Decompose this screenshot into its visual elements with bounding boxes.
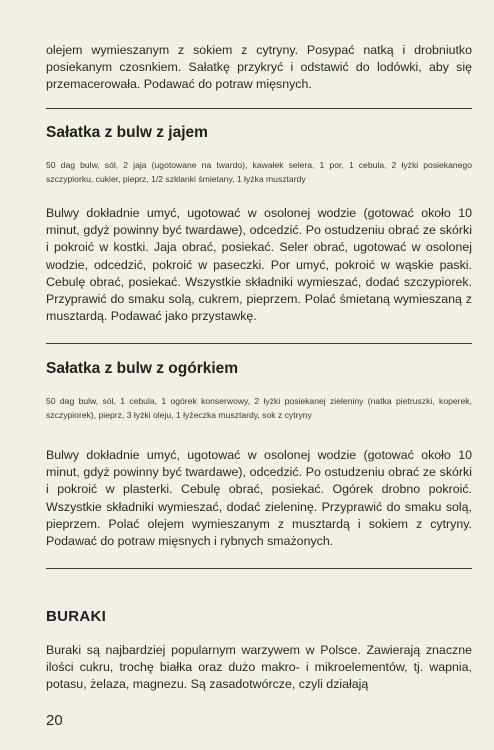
recipe-title: Sałatka z bulw z jajem xyxy=(46,124,208,141)
divider xyxy=(46,568,472,569)
page-number: 20 xyxy=(46,712,63,729)
chapter-title: BURAKI xyxy=(46,608,107,625)
recipe-instructions: Bulwy dokładnie umyć, ugotować w osolonej wodzie (gotować około 10 minut, gdyż powinny być twardawe), odcedzić. Po ostudzeniu obrać ze skórki i pokroić w plasterki. Cebulę obrać, posiekać. Ogórek drobno pokroić. Wszystkie składniki wymieszać, dodać zieleninę. Przyprawić do smaku solą, pieprzem. Polać olejem wymieszanym z musztardą i sokiem z cytryny. Podawać do potraw mięsnych i rybnych smażonych. xyxy=(46,448,472,549)
divider xyxy=(46,108,472,109)
chapter-text: Buraki są najbardziej popularnym warzywem w Polsce. Zawierają znaczne ilości cukru, trochę białka oraz dużo makro- i mikroelementów, tj. wapnia, potasu, żelaza, magnezu. Są zasadotwórcze, czyli działają xyxy=(46,643,472,692)
divider xyxy=(46,343,472,344)
recipe-instructions: Bulwy dokładnie umyć, ugotować w osolonej wodzie (gotować około 10 minut, gdyż powinny być twardawe), odcedzić. Po ostudzeniu obrać ze skórki i pokroić w kostki. Jaja obrać, posiekać. Seler obrać, ugotować w osolonej wodzie, odcedzić, pokroić w paseczki. Por umyć, pokroić w wąskie paski. Cebulę obrać, posiekać. Wszystkie składniki wymieszać, dodać szczypiorek. Przyprawić do smaku solą, cukrem, pieprzem. Polać śmietaną wymieszaną z musztardą. Podawać jako przystawkę. xyxy=(46,206,472,324)
intro-paragraph: olejem wymieszanym z sokiem z cytryny. Posypać natką i drobniutko posiekanym czosnkiem. Sałatkę przykryć i odstawić do lodówki, aby się przemacerowała. Podawać do potraw mięsnych. xyxy=(46,43,472,92)
recipe-ingredients: 50 dag bulw, sól, 1 cebula, 1 ogórek konserwowy, 2 łyżki posiekanej zieleniny (natka pietruszki, koperek, szczypiorek), pieprz, 3 łyżki oleju, 1 łyżeczka musztardy, sok z cytryny xyxy=(46,396,472,420)
recipe-title: Sałatka z bulw z ogórkiem xyxy=(46,360,239,377)
recipe-ingredients: 50 dag bulw, sól, 2 jaja (ugotowane na twardo), kawałek selera, 1 por, 1 cebula, 2 łyżki posiekanego szczypiorku, cukier, pieprz, 1/2 szklanki śmietany, 1 łyżka musztardy xyxy=(46,160,472,184)
